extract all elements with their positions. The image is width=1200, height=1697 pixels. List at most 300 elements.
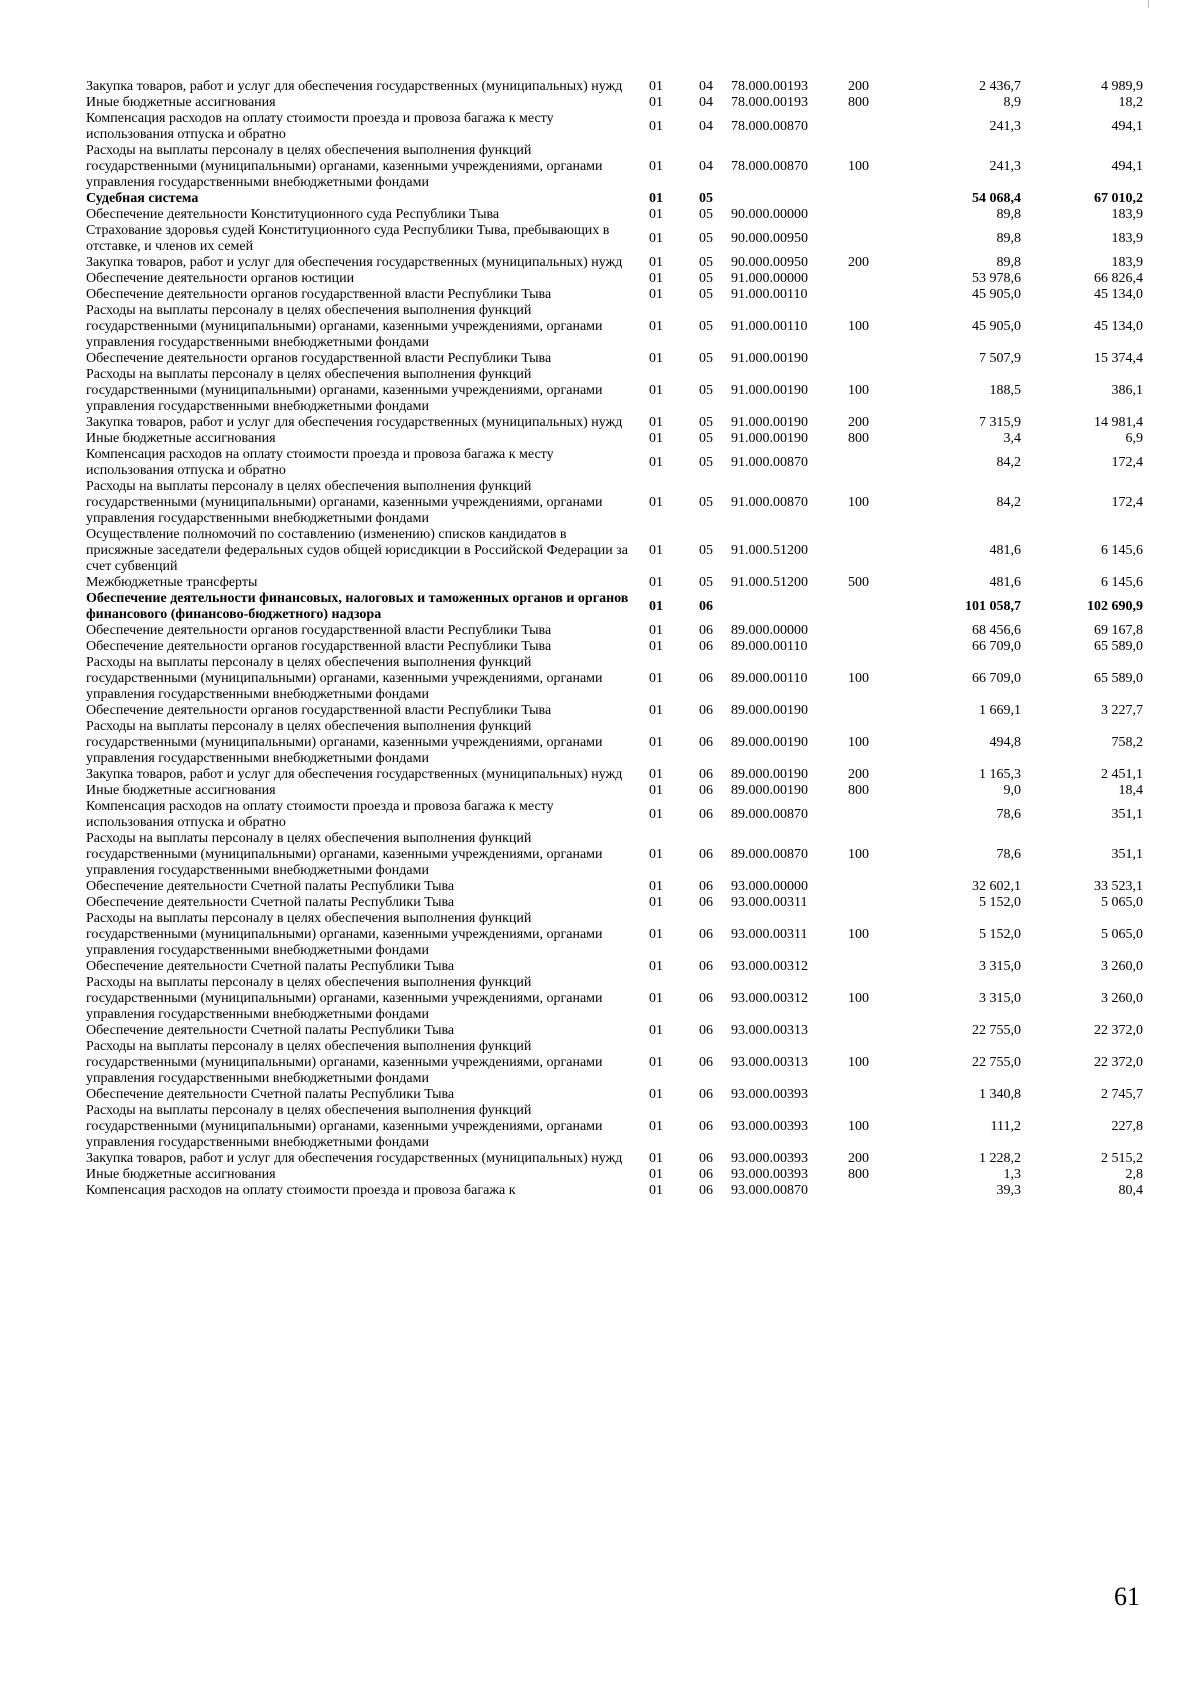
amount-year-2: 6,9 [1125, 431, 1143, 446]
table-row [86, 79, 1143, 95]
amount-year-1: 3,4 [1003, 431, 1021, 446]
subsection-code: 06 [699, 1183, 713, 1198]
subsection-code: 06 [699, 783, 713, 798]
amount-year-1: 5 152,0 [979, 895, 1021, 910]
target-article-code: 91.000.00190 [731, 383, 808, 398]
amount-year-2: 33 523,1 [1094, 879, 1143, 894]
amount-year-2: 351,1 [1111, 847, 1143, 862]
expense-type-code [848, 447, 901, 479]
row-name: Расходы на выплаты персоналу в целях обеспечения выполнения функций государственными (муниципальными) органами, казенными учреждениями, органами управления государственными внебюджетными фондами [86, 1103, 603, 1150]
amount-year-2: 67 010,2 [1094, 191, 1143, 206]
section-code: 01 [649, 895, 663, 910]
expense-type-code: 200 [848, 1151, 869, 1166]
section-code: 01 [649, 807, 663, 822]
amount-year-2: 172,4 [1111, 495, 1143, 510]
expense-type-code [848, 191, 901, 207]
target-article-code: 78.000.00193 [731, 95, 808, 110]
row-name: Расходы на выплаты персоналу в целях обеспечения выполнения функций государственными (муниципальными) органами, казенными учреждениями, органами управления государственными внебюджетными фондами [86, 303, 603, 350]
table-row [86, 447, 1143, 479]
table-row [86, 1039, 1143, 1087]
amount-year-2: 6 145,6 [1101, 575, 1143, 590]
expense-type-code [848, 271, 901, 287]
subsection-code: 05 [699, 231, 713, 246]
target-article-code: 91.000.00190 [731, 351, 808, 366]
row-name: Закупка товаров, работ и услуг для обеспечения государственных (муниципальных) нужд [86, 767, 623, 782]
subsection-code: 04 [699, 159, 713, 174]
section-code: 01 [649, 159, 663, 174]
amount-year-2: 183,9 [1111, 231, 1143, 246]
table-row [86, 207, 1143, 223]
amount-year-2: 6 145,6 [1101, 543, 1143, 558]
table-row [86, 223, 1143, 255]
section-code: 01 [649, 1183, 663, 1198]
amount-year-2: 15 374,4 [1094, 351, 1143, 366]
section-code: 01 [649, 639, 663, 654]
section-code: 01 [649, 1151, 663, 1166]
subsection-code: 05 [699, 495, 713, 510]
amount-year-1: 481,6 [989, 575, 1021, 590]
target-article-code: 91.000.00000 [731, 271, 808, 286]
amount-year-1: 78,6 [996, 847, 1021, 862]
amount-year-1: 84,2 [996, 495, 1021, 510]
section-code: 01 [649, 543, 663, 558]
row-name: Расходы на выплаты персоналу в целях обеспечения выполнения функций государственными (муниципальными) органами, казенными учреждениями, органами управления государственными внебюджетными фондами [86, 1039, 603, 1086]
row-name: Обеспечение деятельности Счетной палаты Республики Тыва [86, 895, 455, 910]
section-code: 01 [649, 1055, 663, 1070]
amount-year-1: 22 755,0 [972, 1055, 1021, 1070]
table-row [86, 1183, 1143, 1199]
section-code: 01 [649, 767, 663, 782]
section-code: 01 [649, 415, 663, 430]
amount-year-1: 45 905,0 [972, 287, 1021, 302]
table-row [86, 431, 1143, 447]
amount-year-2: 65 589,0 [1094, 671, 1143, 686]
table-row [86, 623, 1143, 639]
expense-type-code: 100 [848, 991, 869, 1006]
subsection-code: 06 [699, 639, 713, 654]
expense-type-code [848, 623, 901, 639]
subsection-code: 06 [699, 1151, 713, 1166]
amount-year-1: 2 436,7 [979, 79, 1021, 94]
row-name: Компенсация расходов на оплату стоимости проезда и провоза багажа к месту использования отпуска и обратно [86, 447, 554, 478]
row-name: Обеспечение деятельности Счетной палаты Республики Тыва [86, 1023, 455, 1038]
target-article-code: 89.000.00110 [731, 639, 808, 654]
amount-year-2: 3 260,0 [1101, 991, 1143, 1006]
amount-year-1: 1,3 [1003, 1167, 1021, 1182]
amount-year-2: 18,4 [1118, 783, 1143, 798]
subsection-code: 06 [699, 623, 713, 638]
table-row [86, 351, 1143, 367]
expense-type-code: 100 [848, 1119, 869, 1134]
amount-year-1: 66 709,0 [972, 639, 1021, 654]
row-name: Осуществление полномочий по составлению (изменению) списков кандидатов в присяжные заседатели федеральных судов общей юрисдикции в Российской Федерации за счет субвенций [86, 527, 628, 574]
section-code: 01 [649, 1167, 663, 1182]
section-code: 01 [649, 79, 663, 94]
expense-type-code [848, 703, 901, 719]
expense-type-code: 200 [848, 255, 869, 270]
amount-year-2: 22 372,0 [1094, 1023, 1143, 1038]
target-article-code [731, 591, 848, 623]
section-code: 01 [649, 207, 663, 222]
expense-type-code: 100 [848, 927, 869, 942]
row-name: Компенсация расходов на оплату стоимости проезда и провоза багажа к месту использования отпуска и обратно [86, 111, 554, 142]
amount-year-1: 494,8 [989, 735, 1021, 750]
row-name: Страхование здоровья судей Конституционного суда Республики Тыва, пребывающих в отставке, и членов их семей [86, 223, 610, 254]
target-article-code: 93.000.00393 [731, 1151, 808, 1166]
target-article-code: 93.000.00311 [731, 895, 808, 910]
subsection-code: 05 [699, 271, 713, 286]
subsection-code: 05 [699, 543, 713, 558]
table-row [86, 1151, 1143, 1167]
subsection-code: 06 [699, 703, 713, 718]
amount-year-1: 7 315,9 [979, 415, 1021, 430]
row-name: Обеспечение деятельности финансовых, налоговых и таможенных органов и органов финансового (финансово-бюджетного) надзора [86, 591, 629, 622]
row-name: Обеспечение деятельности органов государственной власти Республики Тыва [86, 351, 552, 366]
section-code: 01 [649, 575, 663, 590]
amount-year-2: 65 589,0 [1094, 639, 1143, 654]
expense-type-code: 100 [848, 159, 869, 174]
row-name: Компенсация расходов на оплату стоимости проезда и провоза багажа к месту использования отпуска и обратно [86, 799, 554, 830]
subsection-code: 05 [699, 255, 713, 270]
amount-year-1: 3 315,0 [979, 991, 1021, 1006]
amount-year-2: 2 745,7 [1101, 1087, 1143, 1102]
table-row [86, 303, 1143, 351]
amount-year-1: 241,3 [989, 159, 1021, 174]
section-code: 01 [649, 119, 663, 134]
budget-table [86, 79, 1143, 1199]
subsection-code: 05 [699, 191, 713, 206]
row-name: Компенсация расходов на оплату стоимости проезда и провоза багажа к [86, 1183, 516, 1198]
target-article-code: 90.000.00950 [731, 231, 808, 246]
subsection-code: 06 [699, 599, 713, 614]
table-row [86, 1167, 1143, 1183]
subsection-code: 06 [699, 959, 713, 974]
target-article-code: 89.000.00870 [731, 807, 808, 822]
expense-type-code [848, 351, 901, 367]
section-code: 01 [649, 231, 663, 246]
row-name: Расходы на выплаты персоналу в целях обеспечения выполнения функций государственными (муниципальными) органами, казенными учреждениями, органами управления государственными внебюджетными фондами [86, 367, 603, 414]
amount-year-2: 2,8 [1125, 1167, 1143, 1182]
amount-year-2: 2 515,2 [1101, 1151, 1143, 1166]
table-row [86, 591, 1143, 623]
table-row [86, 895, 1143, 911]
expense-type-code [848, 591, 901, 623]
table-row [86, 959, 1143, 975]
expense-type-code: 500 [848, 575, 869, 590]
section-code: 01 [649, 1119, 663, 1134]
subsection-code: 06 [699, 807, 713, 822]
expense-type-code: 800 [848, 1167, 869, 1182]
amount-year-1: 7 507,9 [979, 351, 1021, 366]
amount-year-1: 1 669,1 [979, 703, 1021, 718]
row-name: Закупка товаров, работ и услуг для обеспечения государственных (муниципальных) нужд [86, 255, 623, 270]
amount-year-2: 45 134,0 [1094, 319, 1143, 334]
target-article-code: 93.000.00313 [731, 1055, 808, 1070]
amount-year-1: 5 152,0 [979, 927, 1021, 942]
expense-type-code [848, 1087, 901, 1103]
row-name: Межбюджетные трансферты [86, 575, 258, 590]
target-article-code: 91.000.00190 [731, 431, 808, 446]
amount-year-1: 45 905,0 [972, 319, 1021, 334]
expense-type-code: 100 [848, 319, 869, 334]
section-code: 01 [649, 599, 663, 614]
table-row [86, 639, 1143, 655]
amount-year-1: 39,3 [996, 1183, 1021, 1198]
table-row [86, 111, 1143, 143]
expense-type-code [848, 1023, 901, 1039]
expense-type-code [848, 879, 901, 895]
amount-year-1: 53 978,6 [972, 271, 1021, 286]
target-article-code: 91.000.00870 [731, 455, 808, 470]
amount-year-1: 89,8 [996, 207, 1021, 222]
table-row [86, 367, 1143, 415]
section-code: 01 [649, 191, 663, 206]
expense-type-code [848, 111, 901, 143]
table-row [86, 143, 1143, 191]
expense-type-code [848, 1183, 901, 1199]
amount-year-2: 172,4 [1111, 455, 1143, 470]
amount-year-1: 9,0 [1003, 783, 1021, 798]
expense-type-code [848, 223, 901, 255]
page-number: 61 [1114, 1582, 1140, 1611]
row-name: Расходы на выплаты персоналу в целях обеспечения выполнения функций государственными (муниципальными) органами, казенными учреждениями, органами управления государственными внебюджетными фондами [86, 911, 603, 958]
expense-type-code: 100 [848, 847, 869, 862]
row-name: Обеспечение деятельности органов государственной власти Республики Тыва [86, 703, 552, 718]
amount-year-1: 241,3 [989, 119, 1021, 134]
expense-type-code: 100 [848, 735, 869, 750]
amount-year-1: 32 602,1 [972, 879, 1021, 894]
expense-type-code [848, 895, 901, 911]
target-article-code: 91.000.00870 [731, 495, 808, 510]
row-name: Иные бюджетные ассигнования [86, 783, 276, 798]
row-name: Обеспечение деятельности органов государственной власти Республики Тыва [86, 287, 552, 302]
amount-year-2: 183,9 [1111, 255, 1143, 270]
section-code: 01 [649, 1087, 663, 1102]
target-article-code: 91.000.00110 [731, 287, 808, 302]
amount-year-2: 5 065,0 [1101, 895, 1143, 910]
expense-type-code: 200 [848, 415, 869, 430]
amount-year-2: 3 227,7 [1101, 703, 1143, 718]
amount-year-2: 227,8 [1111, 1119, 1143, 1134]
amount-year-2: 14 981,4 [1094, 415, 1143, 430]
target-article-code: 78.000.00870 [731, 119, 808, 134]
section-code: 01 [649, 783, 663, 798]
target-article-code: 89.000.00190 [731, 735, 808, 750]
section-code: 01 [649, 351, 663, 366]
target-article-code: 93.000.00312 [731, 959, 808, 974]
amount-year-2: 758,2 [1111, 735, 1143, 750]
table-row [86, 655, 1143, 703]
row-name: Расходы на выплаты персоналу в целях обеспечения выполнения функций государственными (муниципальными) органами, казенными учреждениями, органами управления государственными внебюджетными фондами [86, 831, 603, 878]
row-name: Расходы на выплаты персоналу в целях обеспечения выполнения функций государственными (муниципальными) органами, казенными учреждениями, органами управления государственными внебюджетными фондами [86, 479, 603, 526]
subsection-code: 06 [699, 1167, 713, 1182]
target-article-code: 93.000.00393 [731, 1087, 808, 1102]
subsection-code: 06 [699, 879, 713, 894]
section-code: 01 [649, 735, 663, 750]
subsection-code: 06 [699, 735, 713, 750]
table-row [86, 95, 1143, 111]
row-name: Расходы на выплаты персоналу в целях обеспечения выполнения функций государственными (муниципальными) органами, казенными учреждениями, органами управления государственными внебюджетными фондами [86, 655, 603, 702]
table-row [86, 255, 1143, 271]
amount-year-2: 18,2 [1118, 95, 1143, 110]
section-code: 01 [649, 703, 663, 718]
target-article-code: 93.000.00393 [731, 1119, 808, 1134]
row-name: Закупка товаров, работ и услуг для обеспечения государственных (муниципальных) нужд [86, 1151, 623, 1166]
row-name: Обеспечение деятельности Конституционного суда Республики Тыва [86, 207, 500, 222]
amount-year-1: 66 709,0 [972, 671, 1021, 686]
subsection-code: 05 [699, 287, 713, 302]
amount-year-2: 66 826,4 [1094, 271, 1143, 286]
row-name: Расходы на выплаты персоналу в целях обеспечения выполнения функций государственными (муниципальными) органами, казенными учреждениями, органами управления государственными внебюджетными фондами [86, 975, 603, 1022]
subsection-code: 05 [699, 455, 713, 470]
amount-year-1: 1 228,2 [979, 1151, 1021, 1166]
table-row [86, 911, 1143, 959]
table-row [86, 879, 1143, 895]
section-code: 01 [649, 271, 663, 286]
section-code: 01 [649, 95, 663, 110]
subsection-code: 06 [699, 991, 713, 1006]
table-row [86, 575, 1143, 591]
target-article-code: 91.000.51200 [731, 543, 808, 558]
table-body [86, 79, 1143, 1199]
target-article-code: 91.000.51200 [731, 575, 808, 590]
target-article-code: 93.000.00393 [731, 1167, 808, 1182]
expense-type-code: 100 [848, 495, 869, 510]
row-name: Иные бюджетные ассигнования [86, 1167, 276, 1182]
subsection-code: 05 [699, 319, 713, 334]
subsection-code: 05 [699, 207, 713, 222]
subsection-code: 05 [699, 351, 713, 366]
expense-type-code: 800 [848, 431, 869, 446]
target-article-code: 78.000.00193 [731, 79, 808, 94]
amount-year-1: 22 755,0 [972, 1023, 1021, 1038]
section-code: 01 [649, 623, 663, 638]
amount-year-2: 2 451,1 [1101, 767, 1143, 782]
section-code: 01 [649, 431, 663, 446]
section-code: 01 [649, 1023, 663, 1038]
amount-year-2: 494,1 [1111, 159, 1143, 174]
table-row [86, 831, 1143, 879]
subsection-code: 06 [699, 847, 713, 862]
subsection-code: 05 [699, 575, 713, 590]
amount-year-2: 102 690,9 [1087, 599, 1143, 614]
section-code: 01 [649, 495, 663, 510]
row-name: Обеспечение деятельности Счетной палаты Республики Тыва [86, 1087, 455, 1102]
amount-year-1: 89,8 [996, 231, 1021, 246]
subsection-code: 05 [699, 415, 713, 430]
section-code: 01 [649, 959, 663, 974]
target-article-code: 93.000.00311 [731, 927, 808, 942]
target-article-code: 89.000.00190 [731, 767, 808, 782]
row-name: Судебная система [86, 191, 199, 206]
subsection-code: 04 [699, 79, 713, 94]
table-row [86, 783, 1143, 799]
subsection-code: 04 [699, 95, 713, 110]
row-name: Обеспечение деятельности Счетной палаты Республики Тыва [86, 959, 455, 974]
expense-type-code: 100 [848, 383, 869, 398]
amount-year-2: 351,1 [1111, 807, 1143, 822]
target-article-code: 89.000.00110 [731, 671, 808, 686]
row-name: Обеспечение деятельности органов государственной власти Республики Тыва [86, 639, 552, 654]
table-row [86, 271, 1143, 287]
target-article-code [731, 191, 848, 207]
target-article-code: 93.000.00000 [731, 879, 808, 894]
expense-type-code: 800 [848, 783, 869, 798]
table-row [86, 527, 1143, 575]
table-row [86, 767, 1143, 783]
amount-year-2: 4 989,9 [1101, 79, 1143, 94]
expense-type-code [848, 527, 901, 575]
section-code: 01 [649, 383, 663, 398]
amount-year-1: 68 456,6 [972, 623, 1021, 638]
row-name: Обеспечение деятельности органов государственной власти Республики Тыва [86, 623, 552, 638]
amount-year-1: 1 340,8 [979, 1087, 1021, 1102]
amount-year-2: 80,4 [1118, 1183, 1143, 1198]
subsection-code: 06 [699, 671, 713, 686]
amount-year-2: 69 167,8 [1094, 623, 1143, 638]
expense-type-code [848, 207, 901, 223]
amount-year-1: 8,9 [1003, 95, 1021, 110]
expense-type-code: 800 [848, 95, 869, 110]
amount-year-1: 101 058,7 [965, 599, 1021, 614]
target-article-code: 90.000.00950 [731, 255, 808, 270]
subsection-code: 06 [699, 895, 713, 910]
amount-year-1: 54 068,4 [972, 191, 1021, 206]
subsection-code: 06 [699, 1023, 713, 1038]
amount-year-2: 183,9 [1111, 207, 1143, 222]
table-row [86, 719, 1143, 767]
table-row [86, 975, 1143, 1023]
amount-year-1: 188,5 [989, 383, 1021, 398]
target-article-code: 93.000.00312 [731, 991, 808, 1006]
table-row [86, 191, 1143, 207]
subsection-code: 06 [699, 767, 713, 782]
table-row [86, 1023, 1143, 1039]
expense-type-code [848, 799, 901, 831]
row-name: Иные бюджетные ассигнования [86, 95, 276, 110]
amount-year-2: 22 372,0 [1094, 1055, 1143, 1070]
amount-year-2: 3 260,0 [1101, 959, 1143, 974]
row-name: Иные бюджетные ассигнования [86, 431, 276, 446]
section-code: 01 [649, 455, 663, 470]
target-article-code: 89.000.00190 [731, 783, 808, 798]
target-article-code: 91.000.00190 [731, 415, 808, 430]
expense-type-code: 100 [848, 1055, 869, 1070]
subsection-code: 06 [699, 1119, 713, 1134]
row-name: Расходы на выплаты персоналу в целях обеспечения выполнения функций государственными (муниципальными) органами, казенными учреждениями, органами управления государственными внебюджетными фондами [86, 143, 603, 190]
subsection-code: 06 [699, 927, 713, 942]
amount-year-1: 84,2 [996, 455, 1021, 470]
scan-edge-mark [1148, 0, 1149, 8]
target-article-code: 89.000.00870 [731, 847, 808, 862]
amount-year-1: 111,2 [990, 1119, 1021, 1134]
row-name: Обеспечение деятельности органов юстиции [86, 271, 355, 286]
amount-year-1: 1 165,3 [979, 767, 1021, 782]
subsection-code: 06 [699, 1087, 713, 1102]
section-code: 01 [649, 847, 663, 862]
section-code: 01 [649, 927, 663, 942]
section-code: 01 [649, 255, 663, 270]
table-row [86, 287, 1143, 303]
expense-type-code: 200 [848, 767, 869, 782]
expense-type-code: 200 [848, 79, 869, 94]
amount-year-1: 89,8 [996, 255, 1021, 270]
table-row [86, 703, 1143, 719]
subsection-code: 06 [699, 1055, 713, 1070]
amount-year-2: 5 065,0 [1101, 927, 1143, 942]
subsection-code: 05 [699, 383, 713, 398]
target-article-code: 89.000.00190 [731, 703, 808, 718]
